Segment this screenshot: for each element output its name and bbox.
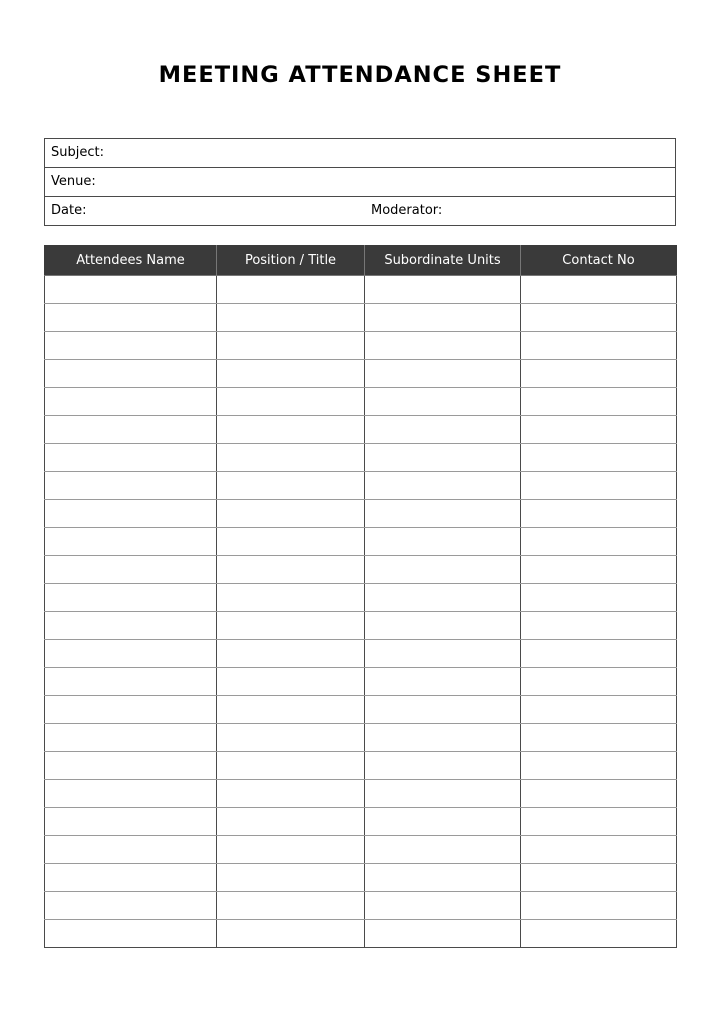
table-row <box>45 360 677 388</box>
table-row <box>45 808 677 836</box>
position-title-cell[interactable] <box>217 416 365 444</box>
column-header-position-title: Position / Title <box>217 246 365 276</box>
table-row <box>45 444 677 472</box>
subordinate-units-cell[interactable] <box>365 920 521 948</box>
venue-row[interactable] <box>45 168 675 197</box>
table-row <box>45 752 677 780</box>
position-title-cell[interactable] <box>217 332 365 360</box>
table-row <box>45 556 677 584</box>
table-row <box>45 836 677 864</box>
attendee-name-cell[interactable] <box>45 584 217 612</box>
attendee-name-cell[interactable] <box>45 500 217 528</box>
table-row <box>45 388 677 416</box>
position-title-cell[interactable] <box>217 528 365 556</box>
attendee-name-cell[interactable] <box>45 556 217 584</box>
subordinate-units-cell[interactable] <box>365 500 521 528</box>
meeting-info-box <box>44 138 676 226</box>
contact-no-cell[interactable] <box>521 528 677 556</box>
contact-no-cell[interactable] <box>521 416 677 444</box>
position-title-cell[interactable] <box>217 388 365 416</box>
date-label: Date: <box>51 203 87 218</box>
subordinate-units-cell[interactable] <box>365 864 521 892</box>
date-moderator-row[interactable] <box>45 197 675 225</box>
table-row <box>45 304 677 332</box>
table-row <box>45 724 677 752</box>
position-title-cell[interactable] <box>217 696 365 724</box>
table-header-row <box>45 246 677 276</box>
contact-no-cell[interactable] <box>521 500 677 528</box>
attendee-name-cell[interactable] <box>45 780 217 808</box>
column-header-attendees-name: Attendees Name <box>45 246 217 276</box>
contact-no-cell[interactable] <box>521 808 677 836</box>
attendance-table-body <box>45 276 677 948</box>
contact-no-cell[interactable] <box>521 556 677 584</box>
attendee-name-cell[interactable] <box>45 332 217 360</box>
table-row <box>45 416 677 444</box>
attendee-name-cell[interactable] <box>45 472 217 500</box>
attendee-name-cell[interactable] <box>45 388 217 416</box>
subordinate-units-cell[interactable] <box>365 528 521 556</box>
subordinate-units-cell[interactable] <box>365 556 521 584</box>
contact-no-cell[interactable] <box>521 444 677 472</box>
contact-no-cell[interactable] <box>521 892 677 920</box>
column-header-contact-no: Contact No <box>521 246 677 276</box>
subordinate-units-cell[interactable] <box>365 304 521 332</box>
contact-no-cell[interactable] <box>521 612 677 640</box>
subordinate-units-cell[interactable] <box>365 444 521 472</box>
page-title: MEETING ATTENDANCE SHEET <box>158 62 562 88</box>
attendee-name-cell[interactable] <box>45 668 217 696</box>
subordinate-units-cell[interactable] <box>365 276 521 304</box>
contact-no-cell[interactable] <box>521 304 677 332</box>
attendee-name-cell[interactable] <box>45 864 217 892</box>
table-row <box>45 500 677 528</box>
contact-no-cell[interactable] <box>521 864 677 892</box>
contact-no-cell[interactable] <box>521 584 677 612</box>
attendee-name-cell[interactable] <box>45 640 217 668</box>
position-title-cell[interactable] <box>217 472 365 500</box>
contact-no-cell[interactable] <box>521 668 677 696</box>
column-header-subordinate-units: Subordinate Units <box>365 246 521 276</box>
position-title-cell[interactable] <box>217 864 365 892</box>
table-row <box>45 892 677 920</box>
subordinate-units-cell[interactable] <box>365 360 521 388</box>
contact-no-cell[interactable] <box>521 332 677 360</box>
position-title-cell[interactable] <box>217 360 365 388</box>
subject-row[interactable] <box>45 139 675 168</box>
attendee-name-cell[interactable] <box>45 528 217 556</box>
position-title-cell[interactable] <box>217 276 365 304</box>
attendee-name-cell[interactable] <box>45 612 217 640</box>
contact-no-cell[interactable] <box>521 780 677 808</box>
table-row <box>45 276 677 304</box>
table-row <box>45 920 677 948</box>
table-row <box>45 640 677 668</box>
attendee-name-cell[interactable] <box>45 276 217 304</box>
contact-no-cell[interactable] <box>521 752 677 780</box>
position-title-cell[interactable] <box>217 304 365 332</box>
contact-no-cell[interactable] <box>521 388 677 416</box>
table-row <box>45 696 677 724</box>
attendee-name-cell[interactable] <box>45 892 217 920</box>
attendance-table <box>44 245 677 948</box>
subordinate-units-cell[interactable] <box>365 388 521 416</box>
subject-label: Subject: <box>51 145 104 160</box>
contact-no-cell[interactable] <box>521 696 677 724</box>
contact-no-cell[interactable] <box>521 836 677 864</box>
subordinate-units-cell[interactable] <box>365 836 521 864</box>
attendee-name-cell[interactable] <box>45 836 217 864</box>
attendee-name-cell[interactable] <box>45 696 217 724</box>
subordinate-units-cell[interactable] <box>365 780 521 808</box>
subordinate-units-cell[interactable] <box>365 892 521 920</box>
attendee-name-cell[interactable] <box>45 808 217 836</box>
position-title-cell[interactable] <box>217 836 365 864</box>
attendee-name-cell[interactable] <box>45 416 217 444</box>
contact-no-cell[interactable] <box>521 724 677 752</box>
subordinate-units-cell[interactable] <box>365 584 521 612</box>
position-title-cell[interactable] <box>217 444 365 472</box>
contact-no-cell[interactable] <box>521 920 677 948</box>
contact-no-cell[interactable] <box>521 640 677 668</box>
position-title-cell[interactable] <box>217 920 365 948</box>
attendee-name-cell[interactable] <box>45 444 217 472</box>
attendee-name-cell[interactable] <box>45 724 217 752</box>
position-title-cell[interactable] <box>217 724 365 752</box>
attendee-name-cell[interactable] <box>45 752 217 780</box>
position-title-cell[interactable] <box>217 668 365 696</box>
subordinate-units-cell[interactable] <box>365 472 521 500</box>
table-row <box>45 584 677 612</box>
position-title-cell[interactable] <box>217 752 365 780</box>
subordinate-units-cell[interactable] <box>365 612 521 640</box>
table-row <box>45 472 677 500</box>
position-title-cell[interactable] <box>217 584 365 612</box>
moderator-label: Moderator: <box>371 203 443 218</box>
position-title-cell[interactable] <box>217 892 365 920</box>
position-title-cell[interactable] <box>217 612 365 640</box>
contact-no-cell[interactable] <box>521 276 677 304</box>
position-title-cell[interactable] <box>217 808 365 836</box>
subordinate-units-cell[interactable] <box>365 668 521 696</box>
attendee-name-cell[interactable] <box>45 304 217 332</box>
table-row <box>45 528 677 556</box>
table-row <box>45 780 677 808</box>
contact-no-cell[interactable] <box>521 360 677 388</box>
subordinate-units-cell[interactable] <box>365 416 521 444</box>
venue-label: Venue: <box>51 174 96 189</box>
table-row <box>45 332 677 360</box>
contact-no-cell[interactable] <box>521 472 677 500</box>
position-title-cell[interactable] <box>217 500 365 528</box>
table-row <box>45 612 677 640</box>
attendee-name-cell[interactable] <box>45 360 217 388</box>
subordinate-units-cell[interactable] <box>365 808 521 836</box>
subordinate-units-cell[interactable] <box>365 332 521 360</box>
subordinate-units-cell[interactable] <box>365 752 521 780</box>
position-title-cell[interactable] <box>217 556 365 584</box>
position-title-cell[interactable] <box>217 640 365 668</box>
table-row <box>45 668 677 696</box>
table-row <box>45 864 677 892</box>
subordinate-units-cell[interactable] <box>365 724 521 752</box>
position-title-cell[interactable] <box>217 780 365 808</box>
subordinate-units-cell[interactable] <box>365 696 521 724</box>
subordinate-units-cell[interactable] <box>365 640 521 668</box>
attendee-name-cell[interactable] <box>45 920 217 948</box>
